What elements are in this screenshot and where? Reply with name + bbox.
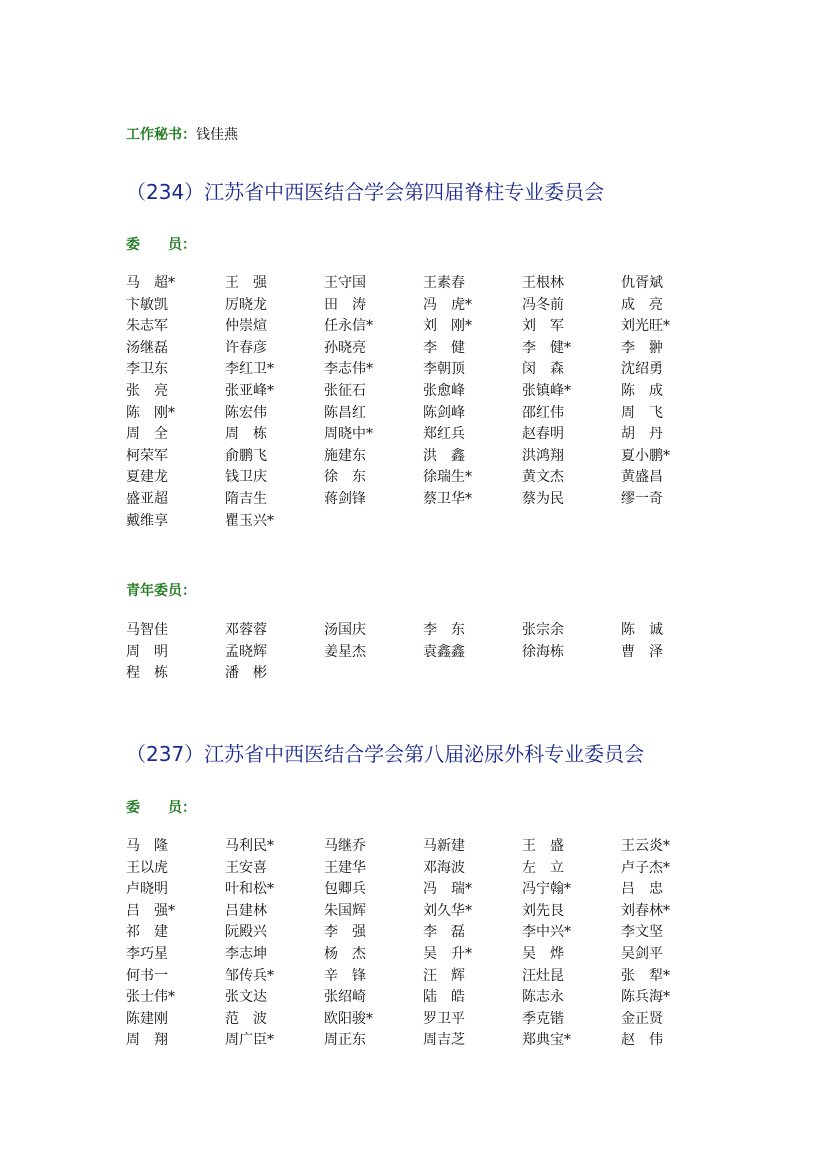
member-name: 蒋剑锋 — [324, 490, 366, 507]
member-name: 李卫东 — [126, 361, 168, 378]
member-name: 程 栋 — [126, 665, 168, 682]
member-name: 吕 忠 — [621, 881, 663, 898]
member-grid-237 — [126, 836, 726, 1052]
member-name: 钱卫庆 — [225, 469, 267, 486]
member-name: 何书一 — [126, 967, 168, 984]
member-name: 张宗余 — [522, 622, 564, 638]
member-name: 阮殿兴 — [225, 924, 267, 941]
member-name: 李 磊 — [423, 924, 465, 941]
member-name: 王根林 — [522, 275, 564, 291]
member-name: 施建东 — [324, 447, 366, 464]
member-name: 陈昌红 — [324, 404, 366, 421]
member-name: 蔡为民 — [522, 490, 564, 507]
member-name: 许春彦 — [225, 339, 267, 356]
member-name: 刘久华* — [423, 902, 472, 919]
member-name: 刘光旺* — [621, 318, 670, 335]
member-name: 马智佳 — [126, 622, 168, 638]
secretary-line — [126, 124, 238, 144]
member-name: 罗卫平 — [423, 1010, 465, 1027]
member-name: 沈绍勇 — [621, 361, 663, 378]
member-name: 叶和松* — [225, 881, 274, 898]
member-name: 马 隆 — [126, 838, 168, 854]
member-name: 王以虎 — [126, 859, 168, 876]
member-name: 周 翔 — [126, 1032, 168, 1049]
member-name: 张亚峰* — [225, 382, 274, 399]
member-name: 李 健 — [423, 339, 465, 356]
member-name: 赵春明 — [522, 426, 564, 443]
member-name: 周吉芝 — [423, 1032, 465, 1049]
member-name: 陈兵海* — [621, 989, 670, 1006]
member-name: 周 栋 — [225, 426, 267, 443]
member-name: 朱国辉 — [324, 902, 366, 919]
member-name: 金正贤 — [621, 1010, 663, 1027]
member-name: 陆 皓 — [423, 989, 465, 1006]
member-name: 柯荣军 — [126, 447, 168, 464]
member-name: 李朝顶 — [423, 361, 465, 378]
member-name: 李中兴* — [522, 924, 571, 941]
member-name: 朱志军 — [126, 318, 168, 335]
member-name: 汪 辉 — [423, 967, 465, 984]
member-name: 田 涛 — [324, 296, 366, 313]
member-name: 马利民* — [225, 838, 274, 854]
member-name: 李 翀 — [621, 339, 663, 356]
member-name: 王云炎* — [621, 838, 670, 854]
member-name: 姜星杰 — [324, 643, 366, 660]
member-name: 蔡卫华* — [423, 490, 472, 507]
member-name: 吕建林 — [225, 902, 267, 919]
member-name: 邓蓉蓉 — [225, 622, 267, 638]
member-name: 胡 丹 — [621, 426, 663, 443]
member-name: 祁 建 — [126, 924, 168, 941]
member-name: 左 立 — [522, 859, 564, 876]
member-name: 闵 森 — [522, 361, 564, 378]
member-name: 辛 锋 — [324, 967, 366, 984]
member-name: 冯 虎* — [423, 296, 472, 313]
member-name: 夏建龙 — [126, 469, 168, 486]
member-name: 徐 东 — [324, 469, 366, 486]
member-name: 王 强 — [225, 275, 267, 291]
member-name: 包卿兵 — [324, 881, 366, 898]
member-name: 周 飞 — [621, 404, 663, 421]
member-name: 孟晓辉 — [225, 643, 267, 660]
section-heading-234: （234）江苏省中西医结合学会第四届脊柱专业委员会 — [126, 180, 605, 204]
member-name: 汤国庆 — [324, 622, 366, 638]
member-name: 汤继磊 — [126, 339, 168, 356]
member-name: 卞敏凯 — [126, 296, 168, 313]
member-name: 冯 瑞* — [423, 881, 472, 898]
member-name: 戴维享 — [126, 512, 168, 529]
member-name: 杨 杰 — [324, 945, 366, 962]
member-name: 冯宁翰* — [522, 881, 571, 898]
member-name: 厉晓龙 — [225, 296, 267, 313]
youth-members-label-234: 青年委员： — [126, 583, 196, 599]
member-name: 孙晓亮 — [324, 339, 366, 356]
member-name: 刘 军 — [522, 318, 564, 335]
member-name: 张征石 — [324, 382, 366, 399]
member-name: 李巧星 — [126, 945, 168, 962]
member-name: 仲崇煊 — [225, 318, 267, 335]
member-name: 吴剑平 — [621, 945, 663, 962]
member-name: 盛亚超 — [126, 490, 168, 507]
member-name: 欧阳骏* — [324, 1010, 373, 1027]
member-name: 张绍崎 — [324, 989, 366, 1006]
member-name: 王建华 — [324, 859, 366, 876]
member-name: 黄盛昌 — [621, 469, 663, 486]
member-name: 袁鑫鑫 — [423, 643, 465, 660]
member-name: 瞿玉兴* — [225, 512, 274, 529]
member-name: 李 健* — [522, 339, 571, 356]
member-name: 李红卫* — [225, 361, 274, 378]
member-name: 马继乔 — [324, 838, 366, 854]
member-name: 王安喜 — [225, 859, 267, 876]
member-name: 李 东 — [423, 622, 465, 638]
member-name: 陈 诚 — [621, 622, 663, 638]
member-name: 周 明 — [126, 643, 168, 660]
member-name: 王守国 — [324, 275, 366, 291]
member-name: 赵 伟 — [621, 1032, 663, 1049]
member-name: 潘 彬 — [225, 665, 267, 682]
member-name: 陈宏伟 — [225, 404, 267, 421]
member-name: 张镇峰* — [522, 382, 571, 399]
member-name: 陈志永 — [522, 989, 564, 1006]
member-name: 洪 鑫 — [423, 447, 465, 464]
youth-member-grid-234 — [126, 620, 726, 685]
secretary-label: 工作秘书： — [126, 127, 196, 143]
member-name: 张 亮 — [126, 382, 168, 399]
member-name: 周 全 — [126, 426, 168, 443]
member-name: 刘 刚* — [423, 318, 472, 335]
member-name: 李志坤 — [225, 945, 267, 962]
member-name: 仇胥斌 — [621, 275, 663, 291]
member-name: 郑红兵 — [423, 426, 465, 443]
member-name: 冯冬前 — [522, 296, 564, 313]
member-name: 王素春 — [423, 275, 465, 291]
member-name: 陈 成 — [621, 382, 663, 399]
member-name: 黄文杰 — [522, 469, 564, 486]
member-name: 李 强 — [324, 924, 366, 941]
member-name: 刘先艮 — [522, 902, 564, 919]
member-name: 王 盛 — [522, 838, 564, 854]
member-name: 张士伟* — [126, 989, 175, 1006]
member-name: 张文达 — [225, 989, 267, 1006]
members-label-237: 委 员： — [126, 800, 196, 816]
member-name: 邹传兵* — [225, 967, 274, 984]
member-name: 任永信* — [324, 318, 373, 335]
member-name: 周广臣* — [225, 1032, 274, 1049]
member-grid-234 — [126, 273, 726, 532]
members-label-234: 委 员： — [126, 237, 196, 253]
member-name: 隋吉生 — [225, 490, 267, 507]
member-name: 刘春林* — [621, 902, 670, 919]
member-name: 徐海栋 — [522, 643, 564, 660]
member-name: 缪一奇 — [621, 490, 663, 507]
member-name: 张 犁* — [621, 967, 670, 984]
member-name: 吴 烨 — [522, 945, 564, 962]
member-name: 季克锴 — [522, 1010, 564, 1027]
member-name: 卢晓明 — [126, 881, 168, 898]
member-name: 陈建刚 — [126, 1010, 168, 1027]
member-name: 周晓中* — [324, 426, 373, 443]
member-name: 吕 强* — [126, 902, 175, 919]
member-name: 吴 升* — [423, 945, 472, 962]
member-name: 邵红伟 — [522, 404, 564, 421]
member-name: 夏小鹏* — [621, 447, 670, 464]
member-name: 洪鸿翔 — [522, 447, 564, 464]
member-name: 卢子杰* — [621, 859, 670, 876]
member-name: 李文坚 — [621, 924, 663, 941]
member-name: 汪灶昆 — [522, 967, 564, 984]
member-name: 张愈峰 — [423, 382, 465, 399]
member-name: 曹 泽 — [621, 643, 663, 660]
member-name: 陈剑峰 — [423, 404, 465, 421]
member-name: 陈 刚* — [126, 404, 175, 421]
member-name: 俞鹏飞 — [225, 447, 267, 464]
member-name: 范 波 — [225, 1010, 267, 1027]
section-heading-237: （237）江苏省中西医结合学会第八届泌尿外科专业委员会 — [126, 742, 645, 766]
member-name: 郑典宝* — [522, 1032, 571, 1049]
member-name: 马 超* — [126, 275, 175, 291]
member-name: 徐瑞生* — [423, 469, 472, 486]
member-name: 邓海波 — [423, 859, 465, 876]
member-name: 李志伟* — [324, 361, 373, 378]
member-name: 周正东 — [324, 1032, 366, 1049]
secretary-name: 钱佳燕 — [196, 127, 238, 143]
member-name: 马新建 — [423, 838, 465, 854]
member-name: 成 亮 — [621, 296, 663, 313]
